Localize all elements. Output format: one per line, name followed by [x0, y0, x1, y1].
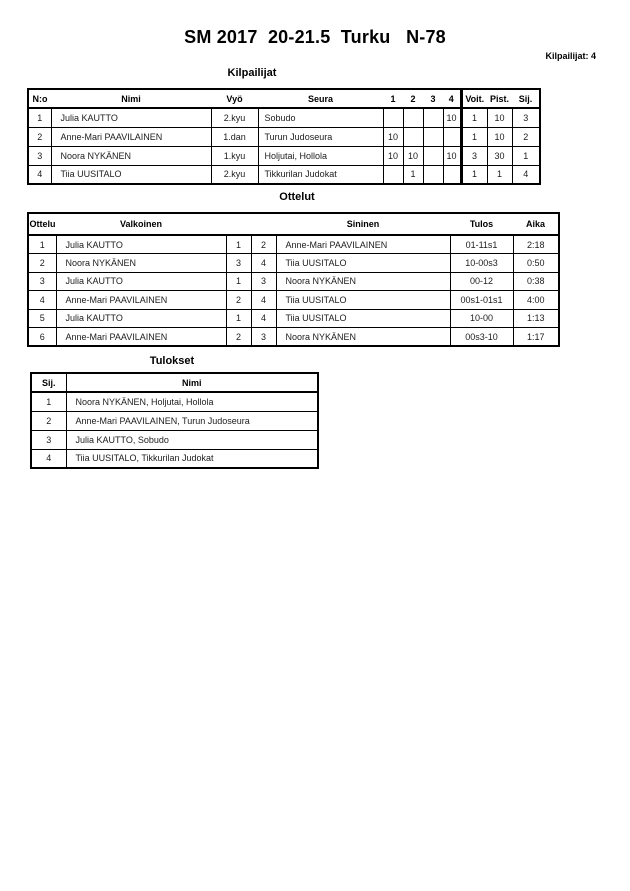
cell-nimi: Noora NYKÄNEN	[51, 146, 211, 165]
cell-sininen: Tiia UUSITALO	[276, 254, 450, 273]
cell-blue-number: 3	[251, 328, 276, 347]
cell-sij: 3	[31, 430, 66, 449]
cell-tulos: 00-12	[450, 272, 513, 291]
kilpailijat-header-row	[28, 89, 540, 108]
cell-aika: 1:17	[513, 328, 559, 347]
cell-no: 1	[28, 108, 51, 127]
tulokset-heading: Tulokset	[149, 355, 195, 367]
col-header-4: 4	[443, 89, 461, 108]
cell-nimi: Tiia UUSITALO	[51, 165, 211, 184]
cell-voit: 1	[461, 165, 487, 184]
cell-pist: 30	[487, 146, 512, 165]
cell-nimi: Noora NYKÄNEN, Holjutai, Hollola	[66, 392, 318, 411]
col-header-2: 2	[403, 89, 423, 108]
col-header-valkoinen: Valkoinen	[56, 213, 226, 235]
cell-pist: 10	[487, 127, 512, 146]
cell-nimi: Anne-Mari PAAVILAINEN, Turun Judoseura	[66, 411, 318, 430]
col-header-tulos: Tulos	[450, 213, 513, 235]
col-header-3: 3	[423, 89, 443, 108]
col-header-seura: Seura	[258, 89, 383, 108]
cell-round1	[383, 165, 403, 184]
cell-match-no: 6	[28, 328, 56, 347]
table-row	[28, 291, 559, 310]
cell-white-number: 3	[226, 254, 251, 273]
cell-nimi: Julia KAUTTO	[51, 108, 211, 127]
col-header-voit: Voit.	[461, 89, 487, 108]
cell-nimi: Anne-Mari PAAVILAINEN	[51, 127, 211, 146]
cell-round2: 1	[403, 165, 423, 184]
cell-pist: 1	[487, 165, 512, 184]
col-header-ottelu: Ottelu	[28, 213, 56, 235]
table-row	[28, 146, 540, 165]
cell-blue-number: 4	[251, 291, 276, 310]
page-title: SM 2017 20-21.5 Turku N-78	[184, 27, 446, 47]
cell-sij: 1	[31, 392, 66, 411]
cell-aika: 2:18	[513, 235, 559, 254]
cell-no: 4	[28, 165, 51, 184]
cell-round2: 10	[403, 146, 423, 165]
col-header-white-number	[226, 213, 251, 235]
col-header-sij: Sij.	[512, 89, 540, 108]
table-row	[28, 328, 559, 347]
cell-sininen: Tiia UUSITALO	[276, 309, 450, 328]
table-row	[31, 411, 318, 430]
cell-aika: 4:00	[513, 291, 559, 310]
cell-match-no: 1	[28, 235, 56, 254]
cell-seura: Sobudo	[258, 108, 383, 127]
tulokset-table	[30, 372, 319, 469]
cell-vyo: 1.dan	[211, 127, 258, 146]
cell-round4	[443, 165, 461, 184]
cell-sininen: Noora NYKÄNEN	[276, 272, 450, 291]
cell-white-number: 2	[226, 291, 251, 310]
cell-sininen: Anne-Mari PAAVILAINEN	[276, 235, 450, 254]
table-row	[28, 165, 540, 184]
ottelut-header-row	[28, 213, 559, 235]
cell-valkoinen: Julia KAUTTO	[56, 309, 226, 328]
cell-round3	[423, 146, 443, 165]
col-header-vyo: Vyö	[211, 89, 258, 108]
cell-match-no: 2	[28, 254, 56, 273]
cell-blue-number: 3	[251, 272, 276, 291]
cell-round1: 10	[383, 127, 403, 146]
cell-sij: 2	[31, 411, 66, 430]
cell-voit: 3	[461, 146, 487, 165]
cell-sij: 3	[512, 108, 540, 127]
competitor-count-label: Kilpailijat: 4	[545, 51, 596, 61]
table-row	[28, 254, 559, 273]
cell-valkoinen: Julia KAUTTO	[56, 272, 226, 291]
cell-no: 3	[28, 146, 51, 165]
cell-sij: 2	[512, 127, 540, 146]
cell-nimi: Tiia UUSITALO, Tikkurilan Judokat	[66, 449, 318, 468]
cell-valkoinen: Julia KAUTTO	[56, 235, 226, 254]
cell-valkoinen: Anne-Mari PAAVILAINEN	[56, 328, 226, 347]
cell-nimi: Julia KAUTTO, Sobudo	[66, 430, 318, 449]
col-header-pist: Pist.	[487, 89, 512, 108]
cell-match-no: 5	[28, 309, 56, 328]
table-row	[28, 309, 559, 328]
cell-blue-number: 2	[251, 235, 276, 254]
col-header-sininen: Sininen	[276, 213, 450, 235]
cell-round2	[403, 108, 423, 127]
cell-vyo: 1.kyu	[211, 146, 258, 165]
col-header-1: 1	[383, 89, 403, 108]
cell-voit: 1	[461, 108, 487, 127]
cell-no: 2	[28, 127, 51, 146]
cell-vyo: 2.kyu	[211, 108, 258, 127]
col-header-blue-number	[251, 213, 276, 235]
col-header-sij: Sij.	[31, 373, 66, 392]
table-row	[31, 392, 318, 411]
cell-match-no: 3	[28, 272, 56, 291]
cell-tulos: 01-11s1	[450, 235, 513, 254]
table-row	[28, 127, 540, 146]
kilpailijat-table	[27, 88, 541, 185]
tulokset-header-row	[31, 373, 318, 392]
cell-round1	[383, 108, 403, 127]
table-row	[31, 430, 318, 449]
cell-match-no: 4	[28, 291, 56, 310]
cell-round3	[423, 127, 443, 146]
cell-seura: Holjutai, Hollola	[258, 146, 383, 165]
cell-round4	[443, 127, 461, 146]
cell-aika: 0:50	[513, 254, 559, 273]
cell-white-number: 1	[226, 309, 251, 328]
cell-sininen: Noora NYKÄNEN	[276, 328, 450, 347]
cell-round3	[423, 108, 443, 127]
cell-blue-number: 4	[251, 309, 276, 328]
cell-white-number: 1	[226, 272, 251, 291]
kilpailijat-heading: Kilpailijat	[227, 67, 277, 79]
cell-tulos: 10-00	[450, 309, 513, 328]
cell-sij: 1	[512, 146, 540, 165]
cell-round2	[403, 127, 423, 146]
col-header-nimi: Nimi	[66, 373, 318, 392]
cell-tulos: 00s3-10	[450, 328, 513, 347]
cell-round4: 10	[443, 146, 461, 165]
cell-blue-number: 4	[251, 254, 276, 273]
table-row	[28, 272, 559, 291]
cell-seura: Turun Judoseura	[258, 127, 383, 146]
cell-tulos: 00s1-01s1	[450, 291, 513, 310]
col-header-aika: Aika	[513, 213, 559, 235]
table-row	[31, 449, 318, 468]
cell-valkoinen: Noora NYKÄNEN	[56, 254, 226, 273]
cell-tulos: 10-00s3	[450, 254, 513, 273]
cell-round1: 10	[383, 146, 403, 165]
cell-sij: 4	[512, 165, 540, 184]
cell-round3	[423, 165, 443, 184]
cell-seura: Tikkurilan Judokat	[258, 165, 383, 184]
cell-vyo: 2.kyu	[211, 165, 258, 184]
col-header-no: N:o	[28, 89, 51, 108]
cell-sininen: Tiia UUSITALO	[276, 291, 450, 310]
ottelut-table	[27, 212, 560, 347]
table-row	[28, 235, 559, 254]
cell-white-number: 1	[226, 235, 251, 254]
cell-pist: 10	[487, 108, 512, 127]
cell-valkoinen: Anne-Mari PAAVILAINEN	[56, 291, 226, 310]
cell-round4: 10	[443, 108, 461, 127]
cell-voit: 1	[461, 127, 487, 146]
table-row	[28, 108, 540, 127]
cell-aika: 1:13	[513, 309, 559, 328]
col-header-nimi: Nimi	[51, 89, 211, 108]
cell-white-number: 2	[226, 328, 251, 347]
cell-aika: 0:38	[513, 272, 559, 291]
ottelut-heading: Ottelut	[279, 191, 315, 203]
cell-sij: 4	[31, 449, 66, 468]
